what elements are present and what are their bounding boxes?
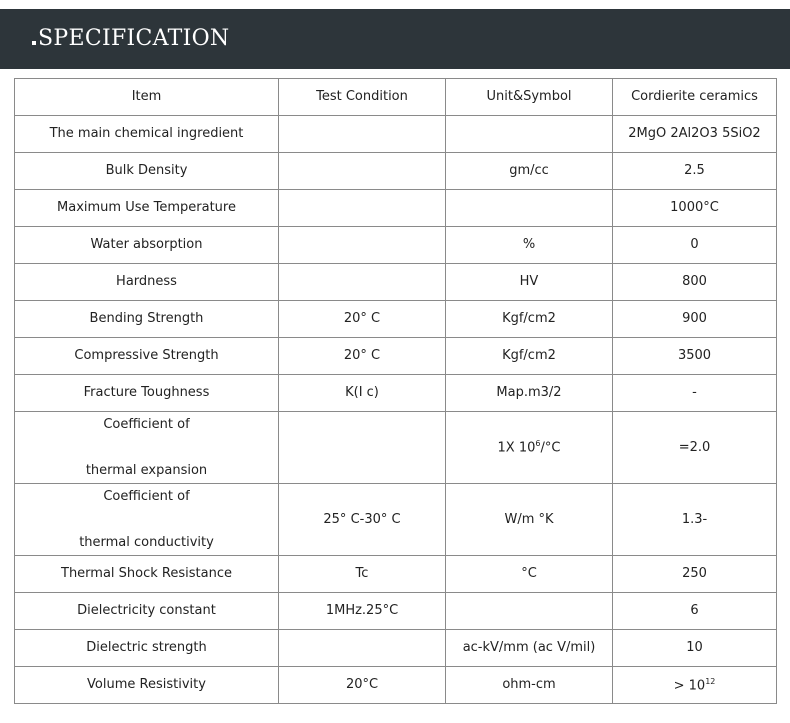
cell-item-line2: thermal conductivity <box>79 534 214 550</box>
cell-item: Hardness <box>15 264 279 301</box>
cell-value: 1.3- <box>613 484 777 556</box>
cell-item: Bulk Density <box>15 153 279 190</box>
table-row <box>15 484 777 556</box>
section-title: SPECIFICATION <box>32 28 229 50</box>
table-row <box>15 375 777 412</box>
table-row <box>15 630 777 667</box>
cell-item: Maximum Use Temperature <box>15 190 279 227</box>
cell-item-line1: Coefficient of <box>103 488 190 504</box>
cell-unit <box>446 116 613 153</box>
cell-item: Compressive Strength <box>15 338 279 375</box>
cell-value: - <box>613 375 777 412</box>
cell-item: Dielectric strength <box>15 630 279 667</box>
cell-value: 10 <box>613 630 777 667</box>
cell-condition <box>279 153 446 190</box>
cell-item: The main chemical ingredient <box>15 116 279 153</box>
table-row <box>15 667 777 704</box>
cell-unit-suffix: /°C <box>540 440 561 456</box>
cell-condition <box>279 116 446 153</box>
table-row <box>15 338 777 375</box>
cell-item: Dielectricity constant <box>15 593 279 630</box>
cell-value: 0 <box>613 227 777 264</box>
table-row <box>15 301 777 338</box>
cell-unit-exponent: 6 <box>535 439 541 449</box>
cell-item: Water absorption <box>15 227 279 264</box>
table-row <box>15 556 777 593</box>
cell-unit <box>446 190 613 227</box>
cell-value: =2.0 <box>613 412 777 484</box>
header-test-condition: Test Condition <box>279 79 446 116</box>
table-row <box>15 412 777 484</box>
cell-unit: °C <box>446 556 613 593</box>
specification-table <box>14 78 777 704</box>
cell-condition: 20° C <box>279 301 446 338</box>
cell-item-line2: thermal expansion <box>85 462 208 478</box>
cell-unit: ohm-cm <box>446 667 613 704</box>
cell-unit: HV <box>446 264 613 301</box>
table-row <box>15 593 777 630</box>
cell-unit: % <box>446 227 613 264</box>
cell-item-line1: Coefficient of <box>103 416 190 432</box>
header-unit-symbol: Unit&Symbol <box>446 79 613 116</box>
cell-unit: W/m °K <box>446 484 613 556</box>
cell-condition <box>279 190 446 227</box>
section-header <box>0 9 790 69</box>
cell-condition <box>279 264 446 301</box>
cell-value: 1000°C <box>613 190 777 227</box>
cell-unit: Kgf/cm2 <box>446 338 613 375</box>
cell-condition: K(I c) <box>279 375 446 412</box>
cell-condition <box>279 630 446 667</box>
cell-item: Fracture Toughness <box>15 375 279 412</box>
table-row <box>15 153 777 190</box>
table-row <box>15 264 777 301</box>
cell-value <box>613 667 777 704</box>
cell-unit: Map.m3/2 <box>446 375 613 412</box>
cell-item: Volume Resistivity <box>15 667 279 704</box>
cell-condition: 1MHz.25°C <box>279 593 446 630</box>
cell-value: 2.5 <box>613 153 777 190</box>
cell-value: 2MgO 2Al2O3 5SiO2 <box>613 116 777 153</box>
cell-unit: ac-kV/mm (ac V/mil) <box>446 630 613 667</box>
cell-condition <box>279 227 446 264</box>
cell-value: 800 <box>613 264 777 301</box>
cell-value-exponent: 12 <box>705 676 716 686</box>
cell-value: 250 <box>613 556 777 593</box>
cell-value: 6 <box>613 593 777 630</box>
table-row <box>15 190 777 227</box>
cell-item: Thermal Shock Resistance <box>15 556 279 593</box>
cell-value: 3500 <box>613 338 777 375</box>
cell-unit: gm/cc <box>446 153 613 190</box>
cell-condition: Tc <box>279 556 446 593</box>
header-material: Cordierite ceramics <box>613 79 777 116</box>
cell-condition: 20° C <box>279 338 446 375</box>
cell-item <box>15 412 279 484</box>
cell-item <box>15 484 279 556</box>
cell-value-base: > 10 <box>673 677 706 693</box>
cell-unit <box>446 412 613 484</box>
cell-condition <box>279 412 446 484</box>
cell-value: 900 <box>613 301 777 338</box>
table-row <box>15 227 777 264</box>
cell-condition: 25° C-30° C <box>279 484 446 556</box>
table-header-row <box>15 79 777 116</box>
cell-item: Bending Strength <box>15 301 279 338</box>
cell-unit: Kgf/cm2 <box>446 301 613 338</box>
cell-unit-base: 1X 10 <box>497 440 536 456</box>
table-row <box>15 116 777 153</box>
cell-condition: 20°C <box>279 667 446 704</box>
cell-unit <box>446 593 613 630</box>
header-item: Item <box>15 79 279 116</box>
